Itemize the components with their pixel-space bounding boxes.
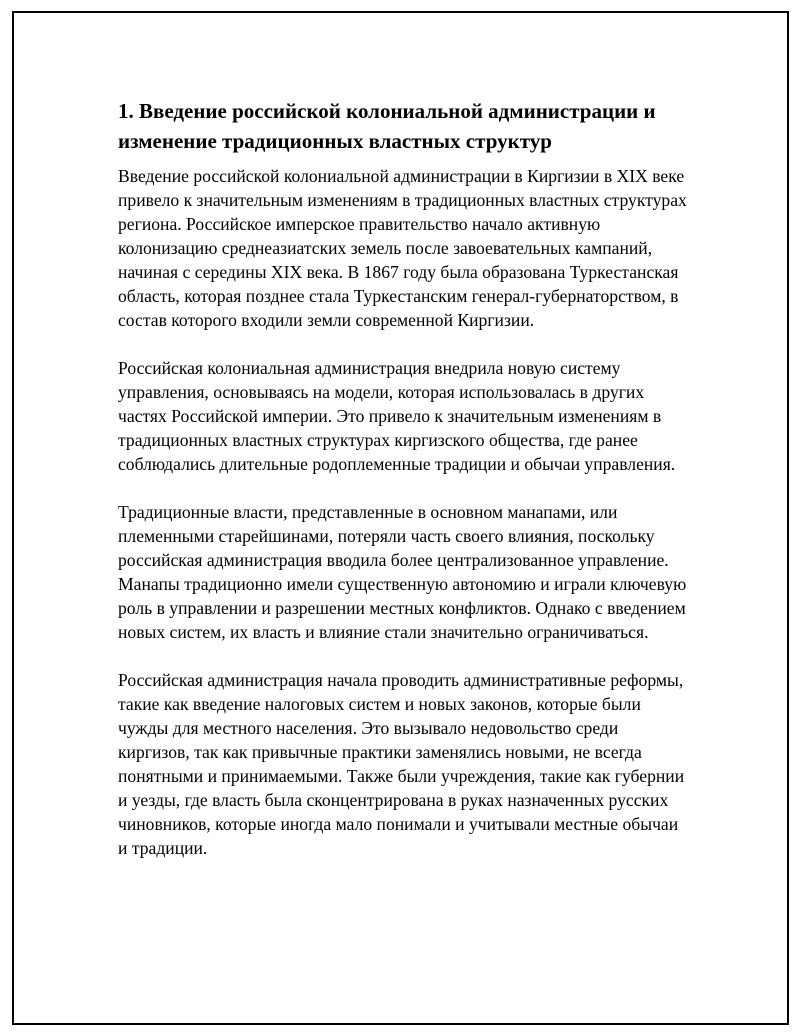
paragraph-1: Введение российской колониальной администрации в Киргизии в XIX веке привело к значительным изменениям в традиционных властных структурах региона. Российское имперское правительство начало активную колонизацию среднеазиатских земель после завоевательных кампаний, начиная с середины XIX века. В 1867 году была образована Туркестанская область, которая позднее стала Туркестанским генерал-губернаторством, в состав которого входили земли современной Киргизии. — [118, 166, 687, 330]
paragraph-3: Традиционные власти, представленные в основном манапами, или племенными старейшинами, потеряли часть своего влияния, поскольку российская администрация вводила более централизованное управление. Манапы традиционно имели существенную автономию и играли ключевую роль в управлении и разрешении местных конфликтов. Однако с введением новых систем, их власть и влияние стали значительно ограничиваться. — [118, 502, 687, 642]
document-body — [118, 96, 690, 860]
paragraph-2: Российская колониальная администрация внедрила новую систему управления, основываясь на модели, которая использовалась в других частях Российской империи. Это привело к значительным изменениям в традиционных властных структурах киргизского общества, где ранее соблюдались длительные родоплеменные традиции и обычаи управления. — [118, 358, 676, 474]
section-heading: 1. Введение российской колониальной администрации и изменение традиционных властных структур — [118, 99, 656, 153]
paragraph-4: Российская администрация начала проводить административные реформы, такие как введение налоговых систем и новых законов, которые были чужды для местного населения. Это вызывало недовольство среди киргизов, так как привычные практики заменялись новыми, не всегда понятными и принимаемыми. Также были учреждения, такие как губернии и уезды, где власть была сконцентрирована в руках назначенных русских чиновников, которые иногда мало понимали и учитывали местные обычаи и традиции. — [118, 670, 685, 858]
